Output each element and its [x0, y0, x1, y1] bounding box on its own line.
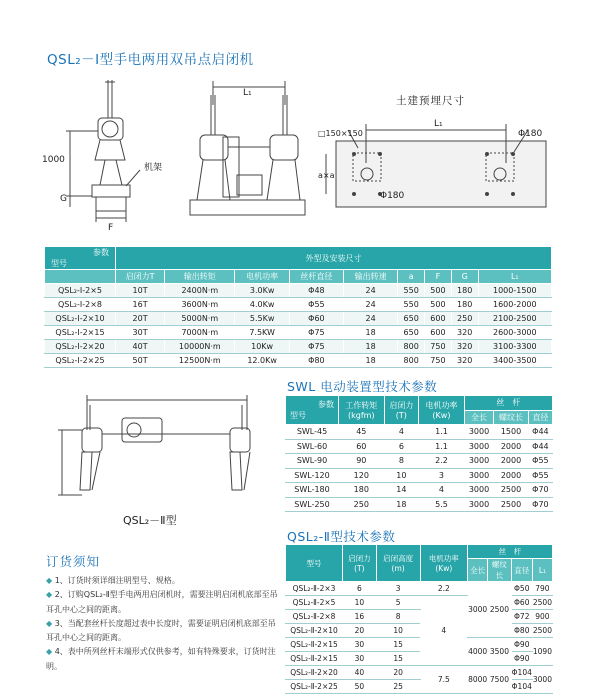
table-cell: Φ80 — [289, 354, 343, 368]
t3-force: 10 — [343, 596, 377, 610]
table-cell: 3100-3300 — [478, 340, 551, 354]
table-cell: 5.5 — [419, 497, 465, 512]
table-cell: 2000 — [494, 454, 529, 469]
t3-l1: 3000 — [532, 666, 552, 694]
table-cell: 60 — [339, 439, 385, 454]
t3-model: QSL₂-Ⅱ-2×15 — [286, 638, 343, 652]
table-row — [45, 354, 552, 368]
table-cell: 10 — [384, 468, 419, 483]
table-cell: Φ48 — [289, 284, 343, 298]
table-cell: Φ75 — [289, 340, 343, 354]
t3-model: QSL₂-Ⅱ-2×8 — [286, 610, 343, 624]
col-header: F — [425, 270, 452, 284]
t3-header-force: 启闭力(T) — [343, 545, 377, 582]
table-cell: QSL₂-Ⅰ-2×15 — [45, 326, 116, 340]
table-cell: Φ55 — [289, 298, 343, 312]
col-header: L₁ — [478, 270, 551, 284]
t3-screw-col: 直径 — [511, 559, 532, 582]
table-row — [45, 340, 552, 354]
table-cell: 90 — [339, 454, 385, 469]
t3-model: QSL₂-Ⅱ-2×15 — [286, 652, 343, 666]
l1-label: L₁ — [434, 119, 443, 129]
swl-table-row — [286, 497, 553, 512]
table-cell: 7000N·m — [165, 326, 235, 340]
table-cell: 24 — [344, 284, 398, 298]
notice-item — [46, 617, 281, 646]
table-cell: 12500N·m — [165, 354, 235, 368]
hoist-front-drawing — [185, 75, 310, 235]
table-cell: 18 — [344, 354, 398, 368]
table-cell: 500 — [425, 284, 452, 298]
swl-header-param: 参数 — [318, 400, 334, 409]
table-cell: 7.5KW — [235, 326, 289, 340]
table-cell: Φ60 — [289, 312, 343, 326]
table-cell: 3000 — [464, 439, 494, 454]
table-cell: Φ55 — [528, 454, 552, 469]
swl-col-force — [384, 396, 419, 425]
t3-height: 10 — [376, 624, 420, 638]
qsl2-i-spec-table — [44, 246, 552, 368]
t3-l1: 900 — [532, 610, 552, 624]
table-cell: 8 — [384, 454, 419, 469]
table-cell: 650 — [398, 326, 425, 340]
phi180-right: Φ180 — [518, 129, 543, 139]
swl-spec-table — [285, 395, 553, 512]
label-frame: 机架 — [144, 163, 163, 173]
table-cell: 1600-2000 — [478, 298, 551, 312]
qsl2-ii-drawing — [52, 390, 282, 505]
table-cell: 250 — [339, 497, 385, 512]
table-cell: 180 — [451, 284, 478, 298]
table-cell: 18 — [384, 497, 419, 512]
table-cell: 2100-2500 — [478, 312, 551, 326]
table-cell: 4 — [419, 483, 465, 498]
t3-screw-col: L₁ — [532, 559, 552, 582]
col-header: 丝杆直径 — [289, 270, 343, 284]
t3-header-height: 启闭高度(m) — [376, 545, 420, 582]
param-model-cell — [45, 247, 116, 270]
table-cell: 800 — [398, 354, 425, 368]
table-cell: 6 — [384, 439, 419, 454]
notice-item — [46, 645, 281, 674]
t3-l1: 790 — [532, 582, 552, 596]
t3-height: 5 — [376, 596, 420, 610]
bullet-icon: ◆ — [46, 647, 55, 657]
table-cell: 320 — [451, 354, 478, 368]
table-cell: 3.0Kw — [235, 284, 289, 298]
t3-model: QSL₂-Ⅱ-2×20 — [286, 666, 343, 680]
col-header: 启闭力T — [116, 270, 165, 284]
table-cell: 24 — [344, 312, 398, 326]
notice-text: 3、当配套丝杆长度超过表中长度时，需要证明启闭机底部至吊耳孔中心之间的距离。 — [46, 618, 276, 643]
bullet-icon: ◆ — [46, 618, 55, 628]
t3-model: QSL₂-Ⅱ-2×5 — [286, 596, 343, 610]
blank-header — [45, 270, 116, 284]
table-cell: QSL₂-Ⅰ-2×25 — [45, 354, 116, 368]
table-cell: Φ75 — [289, 326, 343, 340]
table-cell: SWL-180 — [286, 483, 339, 498]
table-cell: QSL₂-Ⅰ-2×5 — [45, 284, 116, 298]
t3-screw-col: 全长 — [468, 559, 488, 582]
table-cell: 10Kw — [235, 340, 289, 354]
table-row — [45, 298, 552, 312]
t3-dia: Φ90 — [511, 638, 532, 652]
table-cell: 3000 — [464, 425, 494, 440]
table-cell: Φ70 — [528, 483, 552, 498]
table-cell: 18 — [344, 326, 398, 340]
table-cell: 2500 — [494, 497, 529, 512]
table-cell: 550 — [398, 298, 425, 312]
t3-height: 8 — [376, 610, 420, 624]
notice-item — [46, 574, 281, 588]
t3-force: 40 — [343, 666, 377, 680]
table-cell: 10000N·m — [165, 340, 235, 354]
table-cell: 320 — [451, 340, 478, 354]
table-cell: 3600N·m — [165, 298, 235, 312]
dim-g: G — [60, 194, 67, 204]
table-cell: 180 — [339, 483, 385, 498]
table-cell: 1500 — [494, 425, 529, 440]
table-cell: 550 — [398, 284, 425, 298]
dim-l1-front: L₁ — [243, 88, 252, 98]
t3-force: 20 — [343, 624, 377, 638]
table-row — [45, 284, 552, 298]
t3-thread: 3500 — [488, 638, 511, 666]
table-cell: 3000 — [464, 468, 494, 483]
table-cell: 3 — [419, 468, 465, 483]
table-cell: 1000-1500 — [478, 284, 551, 298]
table-cell: 3000 — [464, 497, 494, 512]
table-cell: QSL₂-Ⅰ-2×10 — [45, 312, 116, 326]
t3-screw-group: 丝 杆 — [468, 545, 553, 559]
t3-power: 4 — [420, 596, 468, 666]
dim-f: F — [108, 223, 114, 233]
table-cell: SWL-250 — [286, 497, 339, 512]
table-cell: 1.1 — [419, 439, 465, 454]
swl-power-unit: (Kw) — [432, 411, 451, 420]
t3-header-model: 型号 — [286, 545, 343, 582]
group-header: 外型及安装尺寸 — [116, 247, 552, 270]
swl-col-power — [419, 396, 465, 425]
t3-l1: 2500 — [532, 624, 552, 638]
swl-header-model: 型号 — [290, 411, 306, 420]
t3-model: QSL₂-Ⅱ-2×3 — [286, 582, 343, 596]
swl-screw-col: 螺纹长 — [494, 410, 529, 425]
table-cell: QSL₂-Ⅰ-2×20 — [45, 340, 116, 354]
t3-screw-col: 螺纹长 — [488, 559, 511, 582]
t3-dia: Φ90 — [511, 652, 532, 666]
table-cell: 800 — [398, 340, 425, 354]
table-cell: 2500 — [494, 483, 529, 498]
table-cell: 3400-3500 — [478, 354, 551, 368]
t3-height: 15 — [376, 638, 420, 652]
table-cell: 600 — [425, 326, 452, 340]
table-cell: 5.5Kw — [235, 312, 289, 326]
t3-force: 30 — [343, 638, 377, 652]
t3-power: 7.5 — [420, 666, 468, 694]
notice-text: 1、订货时须详细注明型号、规格。 — [54, 576, 180, 585]
table-cell: 10T — [116, 284, 165, 298]
page-title: QSL₂－Ⅰ型手电两用双吊点启闭机 — [47, 52, 254, 68]
sq-label: □150×150 — [318, 129, 363, 138]
table-cell: SWL-60 — [286, 439, 339, 454]
swl-table-row — [286, 468, 553, 483]
t3-header-power: 电机功率(Kw) — [420, 545, 468, 582]
table-cell: SWL-120 — [286, 468, 339, 483]
notice-title: 订货须知 — [46, 554, 101, 569]
t3-dia: Φ104 — [511, 666, 532, 680]
hoist-side-drawing — [40, 70, 190, 235]
t3-dia: Φ60 — [511, 596, 532, 610]
table-cell: 4 — [384, 425, 419, 440]
table-cell: 40T — [116, 340, 165, 354]
t3-thread: 7500 — [488, 666, 511, 694]
swl-screw-col: 全长 — [464, 410, 494, 425]
t3-force: 16 — [343, 610, 377, 624]
t3-dia: Φ80 — [511, 624, 532, 638]
table-cell: 12.0Kw — [235, 354, 289, 368]
table-cell: 3000 — [464, 454, 494, 469]
swl-table-row — [286, 439, 553, 454]
t3-dia: Φ72 — [511, 610, 532, 624]
t3-model: QSL₂-Ⅱ-2×10 — [286, 624, 343, 638]
notice-list — [46, 574, 281, 674]
table-cell: 120 — [339, 468, 385, 483]
table-cell: 18 — [344, 340, 398, 354]
qsl2-ii-tech-table — [285, 544, 553, 694]
t3-height: 3 — [376, 582, 420, 596]
table-cell: 1.1 — [419, 425, 465, 440]
table-cell: 2000 — [494, 468, 529, 483]
swl-force-label: 启闭力 — [389, 401, 414, 410]
swl-table-row — [286, 425, 553, 440]
bullet-icon: ◆ — [46, 576, 55, 585]
foundation-title: 土建预埋尺寸 — [396, 95, 465, 107]
table-row — [45, 326, 552, 340]
t3-dia: Φ50 — [511, 582, 532, 596]
swl-table-row — [286, 454, 553, 469]
table-cell: 3000 — [464, 483, 494, 498]
qsl2-ii-label: QSL₂－Ⅱ型 — [123, 514, 177, 527]
t3-force: 6 — [343, 582, 377, 596]
t3-power: 2.2 — [420, 582, 468, 596]
table-cell: 2.2 — [419, 454, 465, 469]
col-header: 输出转矩 — [165, 270, 235, 284]
swl-screw-col: 直径 — [528, 410, 552, 425]
table-cell: 250 — [451, 312, 478, 326]
t3-dia: Φ104 — [511, 680, 532, 694]
table-cell: 5000N·m — [165, 312, 235, 326]
table-cell: Φ70 — [528, 497, 552, 512]
table-cell: 24 — [344, 298, 398, 312]
col-header: 输出转速 — [344, 270, 398, 284]
table-row — [45, 312, 552, 326]
t3-len: 3000 — [468, 582, 488, 638]
table-cell: 45 — [339, 425, 385, 440]
table-cell: Φ55 — [528, 468, 552, 483]
table-cell: 50T — [116, 354, 165, 368]
t3-force: 50 — [343, 680, 377, 694]
swl-title: SWL 电动装置型技术参数 — [287, 379, 438, 394]
swl-col-torque — [339, 396, 385, 425]
table-cell: 16T — [116, 298, 165, 312]
table-cell: Φ44 — [528, 425, 552, 440]
t3-height: 20 — [376, 666, 420, 680]
table-cell: 20T — [116, 312, 165, 326]
notice-item — [46, 588, 281, 617]
table-cell: SWL-90 — [286, 454, 339, 469]
t3-len: 8000 — [468, 666, 488, 694]
swl-torque-label: 工作转矩 — [345, 401, 378, 410]
table-cell: SWL-45 — [286, 425, 339, 440]
t3-l1: 2500 — [532, 596, 552, 610]
table-cell: 180 — [451, 298, 478, 312]
table-cell: 600 — [425, 312, 452, 326]
table-cell: 14 — [384, 483, 419, 498]
col-header: 电机功率 — [235, 270, 289, 284]
t3-force: 30 — [343, 652, 377, 666]
table-cell: 750 — [425, 340, 452, 354]
table-cell: QSL₂-Ⅰ-2×8 — [45, 298, 116, 312]
t3-thread: 2500 — [488, 582, 511, 638]
table-cell: Φ44 — [528, 439, 552, 454]
swl-table-row — [286, 483, 553, 498]
t3-len: 4000 — [468, 638, 488, 666]
swl-force-unit: (T) — [395, 411, 407, 420]
dim-1000: 1000 — [42, 155, 65, 165]
axa-label: a×a — [318, 171, 335, 180]
foundation-drawing — [318, 108, 558, 213]
t3-height: 25 — [376, 680, 420, 694]
swl-power-label: 电机功率 — [425, 401, 458, 410]
table-cell: 500 — [425, 298, 452, 312]
table-cell: 650 — [398, 312, 425, 326]
header-model: 型号 — [51, 259, 67, 268]
notice-text: 2、订购QSL₂-Ⅱ型手电两用启闭机时，需要注明启闭机底部至吊耳孔中心之间的距离。 — [46, 590, 278, 614]
table-cell: 2000 — [494, 439, 529, 454]
bullet-icon: ◆ — [46, 590, 55, 600]
table-cell: 320 — [451, 326, 478, 340]
col-header: G — [451, 270, 478, 284]
phi180-bottom: Φ180 — [380, 191, 405, 201]
t3-model: QSL₂-Ⅱ-2×25 — [286, 680, 343, 694]
col-header: a — [398, 270, 425, 284]
notice-text: 4、表中所列丝杆末端形式仅供参考，如有特殊要求，订货时注明。 — [46, 647, 276, 671]
swl-param-model — [286, 396, 339, 425]
header-param: 参数 — [93, 248, 109, 257]
t3-height: 15 — [376, 652, 420, 666]
swl-screw-group: 丝 杆 — [464, 396, 552, 411]
table-cell: 30T — [116, 326, 165, 340]
swl-torque-unit: (kgfm) — [348, 411, 375, 420]
t3-l1: 1090 — [532, 638, 552, 666]
table-cell: 750 — [425, 354, 452, 368]
qsl2-ii-tech-title: QSL₂-Ⅱ型技术参数 — [287, 529, 396, 544]
table-cell: 2400N·m — [165, 284, 235, 298]
table-cell: 4.0Kw — [235, 298, 289, 312]
table-cell: 2600-3000 — [478, 326, 551, 340]
